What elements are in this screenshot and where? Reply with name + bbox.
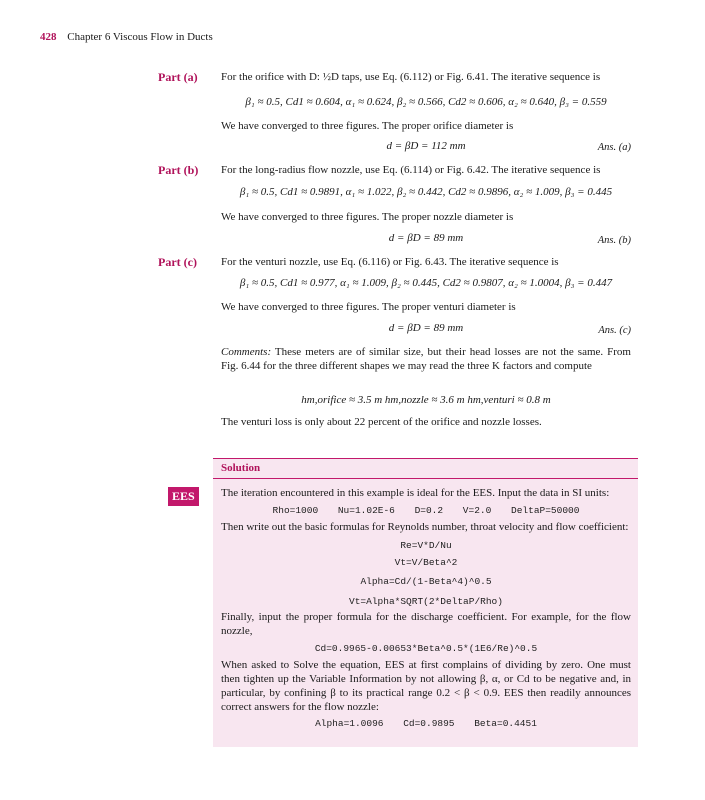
solution-p4: When asked to Solve the equation, EES at first complains of dividing by zero. One must then tighten up the Variable Information by not allowing β, α, or Cd to be negative and, in particular, by confining β to its practical range 0.2 < β < 0.9. EES then readily announces correct answers for the flow nozzle: xyxy=(221,659,631,713)
comments-label: Comments: xyxy=(221,346,272,358)
input-v: V=2.0 xyxy=(462,505,492,516)
running-header xyxy=(40,31,213,43)
head-loss-values: hm,orifice ≈ 3.5 m hm,nozzle ≈ 3.6 m hm,venturi ≈ 0.8 m xyxy=(301,394,551,406)
part-c-converged: We have converged to three figures. The proper venturi diameter is xyxy=(221,301,516,313)
part-b-intro: For the long-radius flow nozzle, use Eq. (6.114) or Fig. 6.42. The iterative sequence is xyxy=(221,164,601,176)
part-c-sequence: β₁ ≈ 0.5, Cd1 ≈ 0.977, α₁ ≈ 1.009, β₂ ≈ 0.445, Cd2 ≈ 0.9807, α₂ ≈ 1.0004, β₃ = 0.447 xyxy=(239,277,613,289)
ees-badge: EES xyxy=(168,487,199,506)
solution-rule xyxy=(213,478,638,479)
part-b-ans: Ans. (b) xyxy=(597,235,631,246)
input-deltap: DeltaP=50000 xyxy=(511,505,580,516)
input-rho: Rho=1000 xyxy=(272,505,319,516)
ees-inputs xyxy=(221,505,631,516)
part-a-ans: Ans. (a) xyxy=(597,142,631,153)
part-a-sequence: β₁ ≈ 0.5, Cd1 ≈ 0.604, α₁ ≈ 0.624, β₂ ≈ 0.566, Cd2 ≈ 0.606, α₂ ≈ 0.640, β₃ = 0.559 xyxy=(245,96,607,108)
answer-cd: Cd=0.9895 xyxy=(403,718,455,729)
formula-vt: Vt=V/Beta^2 xyxy=(394,557,458,568)
part-a-result: d = βD = 112 mm xyxy=(386,140,466,152)
part-b-label: Part (b) xyxy=(158,163,199,177)
part-c-intro: For the venturi nozzle, use Eq. (6.116) or Fig. 6.43. The iterative sequence is xyxy=(221,256,559,268)
answer-beta: Beta=0.4451 xyxy=(474,718,537,729)
page-number: 428 xyxy=(40,31,57,43)
formula-re: Re=V*D/Nu xyxy=(400,540,452,551)
solution-p3: Finally, input the proper formula for the discharge coefficient. For example, for the flow nozzle, xyxy=(221,611,631,637)
answer-alpha: Alpha=1.0096 xyxy=(315,718,384,729)
part-b-sequence: β₁ ≈ 0.5, Cd1 ≈ 0.9891, α₁ ≈ 1.022, β₂ ≈ 0.442, Cd2 ≈ 0.9896, α₂ ≈ 1.009, β₃ = 0.445 xyxy=(239,186,613,198)
part-a-intro: For the orifice with D: ½D taps, use Eq. (6.112) or Fig. 6.41. The iterative sequence is xyxy=(221,71,601,83)
part-c-ans: Ans. (c) xyxy=(598,325,631,336)
part-c-label: Part (c) xyxy=(158,255,197,269)
part-c-result: d = βD = 89 mm xyxy=(388,322,464,334)
comments-text: These meters are of similar size, but their head losses are not the same. From Fig. 6.44 for the three different shapes we may read the three K factors and compute xyxy=(221,346,631,372)
part-b-converged: We have converged to three figures. The proper nozzle diameter is xyxy=(221,211,514,223)
part-b-result: d = βD = 89 mm xyxy=(388,232,464,244)
solution-p2: Then write out the basic formulas for Reynolds number, throat velocity and flow coefficient: xyxy=(221,521,629,533)
chapter-title: Chapter 6 Viscous Flow in Ducts xyxy=(67,31,213,43)
input-nu: Nu=1.02E-6 xyxy=(337,505,395,516)
part-a-label: Part (a) xyxy=(158,70,198,84)
solution-p1: The iteration encountered in this example is ideal for the EES. Input the data in SI units: xyxy=(221,487,610,499)
comments-closing: The venturi loss is only about 22 percent of the orifice and nozzle losses. xyxy=(221,416,542,428)
ees-answers xyxy=(221,718,631,729)
solution-title: Solution xyxy=(221,462,261,474)
part-a-converged: We have converged to three figures. The proper orifice diameter is xyxy=(221,120,514,132)
formula-cd: Cd=0.9965-0.00653*Beta^0.5*(1E6/Re)^0.5 xyxy=(314,643,538,654)
formula-vt-alpha: Vt=Alpha*SQRT(2*DeltaP/Rho) xyxy=(349,596,503,607)
formula-alpha: Alpha=Cd/(1-Beta^4)^0.5 xyxy=(360,576,492,587)
input-d: D=0.2 xyxy=(414,505,444,516)
comments-paragraph xyxy=(221,345,631,373)
